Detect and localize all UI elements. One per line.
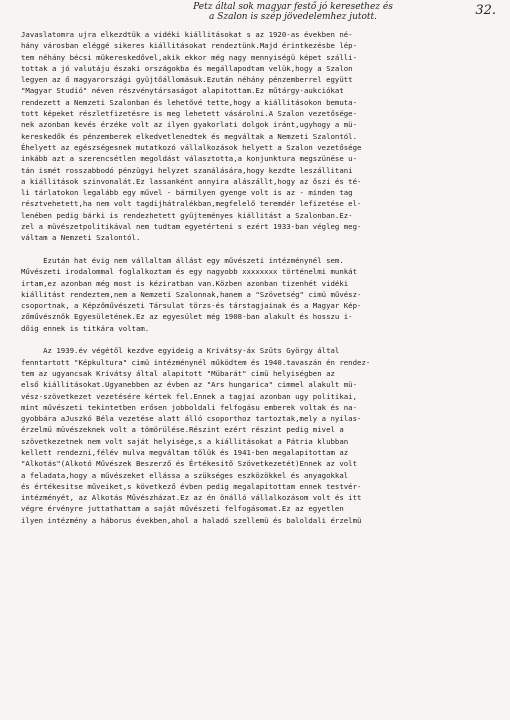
- text-line: a kiállitások szinvonalát.Ez lassanként annyira alászállt,hogy az őszi és té-: [21, 176, 362, 186]
- text-line: végre érvényre juttathattam a saját művészeti felfogásomat.Ez az egyetlen: [21, 504, 344, 514]
- text-line: tem az ugyancsak Krivátsy által alapitott "Mübarát" cimü helyiségben az: [21, 368, 335, 378]
- text-line: érzelmü müvészeknek volt a tömörülése.Részint ezért részint pedig mivel a: [21, 425, 344, 435]
- text-line: tottak a jó valutáju északi országokba és megállapodtam velük,hogy a Szalon: [21, 63, 353, 73]
- text-line: kiállitást rendeztem,nem a Nemzeti Szalonnak,hanem a "Szövetség" cimü művész-: [21, 289, 362, 299]
- text-line: a feladata,hogy a művészeket ellássa a szükséges eszközökkel és anyagokkal: [21, 470, 349, 480]
- text-line: [21, 244, 505, 255]
- text-line: Az 1939.év végétől kezdve egyideig a Krivátsy-áx Szüts György által: [21, 346, 340, 356]
- text-line: zőművésznők Egyesületének.Ez az egyesület még 1908-ban alakult és hosszu i-: [21, 312, 353, 322]
- text-line: dőig ennek is titkára voltam.: [21, 323, 150, 333]
- text-line: kellett rendezni,félév mulva megváltam tőlük és 1941-ben megalapitottam az: [21, 447, 349, 457]
- text-line: "Alkotás"(Alkotó Művészek Beszerző és Értékesitő Szövetkezetét)Ennek az volt: [21, 459, 358, 469]
- text-line: nek azonban kevés érzéke volt az ilyen gyakorlati dolgok iránt,ugyhogy a mü-: [21, 120, 358, 130]
- text-line: Művészeti irodalommal foglalkoztam és egy nagyobb xxxxxxxx történelmi munkát: [21, 267, 358, 277]
- text-line: tem néhány bécsi mükereskedővel,akik ekkor még nagy mennyiségü képet szálli-: [21, 52, 358, 62]
- handwritten-note-line-2: a Szalon is szép jövedelemhez jutott.: [208, 12, 377, 22]
- text-line: csoportnak, a Képzőművészeti Társulat törzs-és társtagjainak és a Magyar Kép-: [21, 301, 362, 311]
- typewritten-body: [21, 29, 505, 526]
- text-line: Éhelyett az egészségesnek mutatkozó vállalkozások helyett a Szalon vezetősége: [21, 142, 362, 152]
- text-line: tán ismét rosszabbodó pénzügyi helyzet szanálására,hogy kezdte leszállitani: [21, 165, 353, 175]
- text-line: legyen az ő magyarországi gyüjtőállomásuk.Ezután néhány pénzemberrel együtt: [21, 75, 353, 85]
- text-line: első kiállitásokat.Ugyanebben az évben az "Ars hungarica" cimmel alakult mü-: [21, 380, 358, 390]
- page-number: 32.: [475, 3, 496, 18]
- text-line: irtam,ez azonban még most is kéziratban van.Közben azonban tizenhét vidéki: [21, 278, 349, 288]
- handwritten-note: [128, 2, 458, 22]
- text-line: váltam a Nemzeti Szalontól.: [21, 233, 141, 243]
- text-line: [21, 334, 505, 345]
- text-line: szövetkezetnek nem volt saját helyisége,s a kiállitásokat a Pátria klubban: [21, 436, 349, 446]
- text-line: Ezután hat évig nem vállaltam állást egy művészeti intézménynél sem.: [21, 255, 344, 265]
- text-line: vész-szövetkezet vezetésére kértek fel.Ennek a tagjai azonban ugy politikai,: [21, 391, 358, 401]
- text-line: rendezett a Nemzeti Szalonban és lehetővé tette,hogy a kiállitásokon bemuta-: [21, 97, 358, 107]
- text-line: fenntartott "Képkultura" cimü intézménynél működtem és 1940.tavaszán én rendez-: [21, 357, 371, 367]
- text-line: gyobbára aJuszkó Béla vezetése alatt álló csoporthoz tartoztak,mely a nyilas-: [21, 414, 362, 424]
- text-line: hány városban eléggé sikeres kiállitásokat rendeztünk.Majd érintkezésbe lép-: [21, 41, 358, 51]
- text-line: tott képeket részletfizetésre is meg lehetett vásárolni.A Szalon vezetősége-: [21, 109, 358, 119]
- text-line: ilyen intézmény a háborus években,ahol a haladó szellemü és baloldali érzelmü: [21, 515, 362, 525]
- text-line: mint művészeti tekintetben erősen jobboldali felfogásu emberek voltak és na-: [21, 402, 358, 412]
- text-line: inkább azt a szerencsétlen megoldást választotta,a konjunktura megszünése u-: [21, 154, 358, 164]
- text-line: résztvehetett,ha nem volt tagdijhátralékban,megfelelő teremdér lefizetése el-: [21, 199, 362, 209]
- handwritten-note-line-1: Petz által sok magyar festő jó keresethez és: [193, 2, 393, 12]
- text-line: "Magyar Studió" néven részvénytársaságot alapitottam.Ez műtárgy-aukciókat: [21, 86, 344, 96]
- text-line: zel a müvészetpolitikával nem tudtam egyetérteni s ezért 1933-ban végleg meg-: [21, 222, 362, 232]
- text-line: intézményét, az Alkotás Művészházat.Ez az én önálló vállalkozásom volt és itt: [21, 493, 362, 503]
- text-line: kereskedők és pénzemberek elkedvetlenedtek és megváltak a Nemzeti Szalontól.: [21, 131, 358, 141]
- text-line: lenében pedig bárki is rendezhetett gyüjteményes kiállitást a Szalonban.Ez-: [21, 210, 353, 220]
- text-line: és értékesitse műveiket,s következő évben pedig megalapitottam ennek testvér-: [21, 481, 362, 491]
- text-line: li tárlatokon legalább egy művel - bármilyen gyenge volt is az - minden tag: [21, 188, 353, 198]
- text-line: Javaslatomra ujra elkezdtük a vidéki kiállitásokat s az 1920-as években né-: [21, 30, 353, 39]
